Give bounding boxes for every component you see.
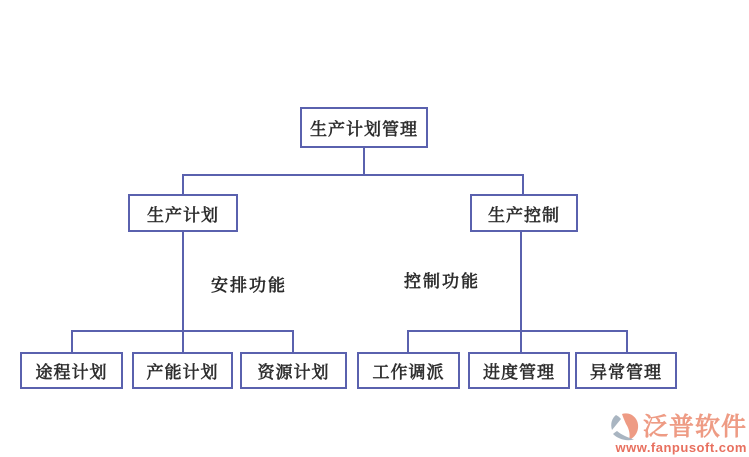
connector-control-horizontal: [407, 330, 628, 332]
node-capacity-plan: 产能计划: [132, 352, 233, 389]
watermark-url-text: www.fanpusoft.com: [615, 440, 747, 455]
connector-drop-work-dispatch: [407, 330, 409, 352]
node-exception-management: 异常管理: [575, 352, 677, 389]
connector-drop-to-plan: [182, 174, 184, 195]
connector-plan-stem: [182, 231, 184, 352]
node-production-control: 生产控制: [470, 194, 578, 232]
connector-control-stem: [520, 231, 522, 352]
connector-drop-to-control: [522, 174, 524, 195]
connector-root-stem: [363, 148, 365, 175]
node-work-dispatch: 工作调派: [357, 352, 460, 389]
edge-label-control-function: 控制功能: [404, 272, 480, 292]
connector-drop-route-plan: [71, 330, 73, 352]
connector-drop-resource-plan: [292, 330, 294, 352]
node-production-plan: 生产计划: [128, 194, 238, 232]
node-resource-plan: 资源计划: [240, 352, 347, 389]
connector-top-horizontal: [182, 174, 524, 176]
node-route-plan: 途程计划: [20, 352, 123, 389]
node-production-plan-management: 生产计划管理: [300, 107, 428, 148]
node-progress-management: 进度管理: [468, 352, 570, 389]
edge-label-arrange-function: 安排功能: [211, 276, 287, 296]
watermark-brand-text: 泛普软件: [642, 412, 747, 441]
watermark: [608, 411, 747, 454]
fanpu-logo-icon: [608, 411, 640, 443]
connector-drop-exception-mgmt: [626, 330, 628, 352]
connector-plan-horizontal: [71, 330, 294, 332]
